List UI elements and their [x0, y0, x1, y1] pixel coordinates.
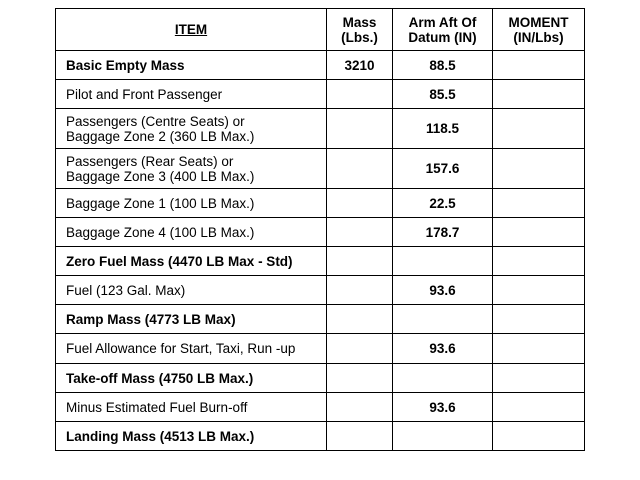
arm-column-header	[393, 9, 493, 51]
mass-cell	[327, 334, 393, 364]
item-cell	[56, 305, 327, 334]
arm-cell	[393, 422, 493, 451]
table-row	[56, 109, 585, 149]
item-label-line: Baggage Zone 4 (100 LB Max.)	[66, 224, 255, 240]
mass-cell	[327, 422, 393, 451]
item-label-line: Pilot and Front Passenger	[66, 86, 223, 102]
moment-cell	[493, 218, 585, 247]
item-cell	[56, 80, 327, 109]
item-label-line: Passengers (Rear Seats) or	[66, 153, 234, 169]
moment-column-header	[493, 9, 585, 51]
moment-cell	[493, 276, 585, 305]
item-cell	[56, 247, 327, 276]
table-row	[56, 218, 585, 247]
item-label-line: Take-off Mass (4750 LB Max.)	[66, 370, 254, 386]
table-row	[56, 51, 585, 80]
moment-cell	[493, 364, 585, 393]
mass-cell	[327, 393, 393, 422]
mass-cell	[327, 149, 393, 189]
arm-cell: 157.6	[393, 149, 493, 189]
mass-cell	[327, 305, 393, 334]
table-row	[56, 364, 585, 393]
item-label-line: Minus Estimated Fuel Burn-off	[66, 399, 248, 415]
table-row	[56, 80, 585, 109]
moment-cell	[493, 109, 585, 149]
moment-header-line-1: MOMENT	[508, 14, 569, 30]
moment-cell	[493, 305, 585, 334]
arm-cell: 178.7	[393, 218, 493, 247]
table-row	[56, 305, 585, 334]
item-cell	[56, 276, 327, 305]
item-cell	[56, 422, 327, 451]
item-label-line: Landing Mass (4513 LB Max.)	[66, 428, 255, 444]
moment-cell	[493, 393, 585, 422]
moment-cell	[493, 422, 585, 451]
mass-cell	[327, 247, 393, 276]
item-label-line: Ramp Mass (4773 LB Max)	[66, 311, 236, 327]
arm-cell: 22.5	[393, 189, 493, 218]
arm-cell: 93.6	[393, 393, 493, 422]
arm-header-line-1: Arm Aft Of	[408, 14, 477, 30]
item-cell	[56, 51, 327, 80]
mass-cell: 3210	[327, 51, 393, 80]
table-body	[56, 51, 585, 451]
table-row	[56, 247, 585, 276]
mass-cell	[327, 218, 393, 247]
mass-header-line-2: (Lbs.)	[341, 29, 378, 45]
item-column-header	[56, 9, 327, 51]
table-row	[56, 334, 585, 364]
item-label-line: Basic Empty Mass	[66, 57, 185, 73]
mass-header-line-1: Mass	[342, 14, 377, 30]
arm-cell	[393, 305, 493, 334]
moment-cell	[493, 247, 585, 276]
item-label-line: Zero Fuel Mass (4470 LB Max - Std)	[66, 253, 293, 269]
arm-cell: 118.5	[393, 109, 493, 149]
mass-cell	[327, 276, 393, 305]
item-label-line: Fuel (123 Gal. Max)	[66, 282, 186, 298]
item-label-line: Baggage Zone 2 (360 LB Max.)	[66, 128, 255, 144]
item-label-line: Baggage Zone 1 (100 LB Max.)	[66, 195, 255, 211]
arm-header-line-2: Datum (IN)	[408, 29, 477, 45]
table-row	[56, 422, 585, 451]
weight-balance-table	[55, 8, 585, 451]
item-cell	[56, 364, 327, 393]
mass-cell	[327, 364, 393, 393]
item-label-line: Fuel Allowance for Start, Taxi, Run -up	[66, 341, 296, 356]
mass-cell	[327, 80, 393, 109]
arm-cell: 93.6	[393, 276, 493, 305]
item-label-line: Passengers (Centre Seats) or	[66, 113, 245, 129]
table-row	[56, 393, 585, 422]
item-cell	[56, 334, 327, 364]
item-cell	[56, 149, 327, 189]
mass-cell	[327, 109, 393, 149]
item-header-label: ITEM	[174, 22, 208, 37]
moment-cell	[493, 51, 585, 80]
table-row	[56, 189, 585, 218]
mass-cell	[327, 189, 393, 218]
moment-cell	[493, 189, 585, 218]
item-cell	[56, 393, 327, 422]
item-label-line: Baggage Zone 3 (400 LB Max.)	[66, 168, 255, 184]
moment-header-line-2: (IN/Lbs)	[513, 29, 564, 45]
arm-cell: 88.5	[393, 51, 493, 80]
arm-cell	[393, 364, 493, 393]
item-cell	[56, 109, 327, 149]
item-cell	[56, 189, 327, 218]
moment-cell	[493, 149, 585, 189]
moment-cell	[493, 334, 585, 364]
table-row	[56, 276, 585, 305]
arm-cell: 85.5	[393, 80, 493, 109]
moment-cell	[493, 80, 585, 109]
arm-cell: 93.6	[393, 334, 493, 364]
table-row	[56, 149, 585, 189]
arm-cell	[393, 247, 493, 276]
mass-column-header	[327, 9, 393, 51]
item-cell	[56, 218, 327, 247]
header-row	[56, 9, 585, 51]
